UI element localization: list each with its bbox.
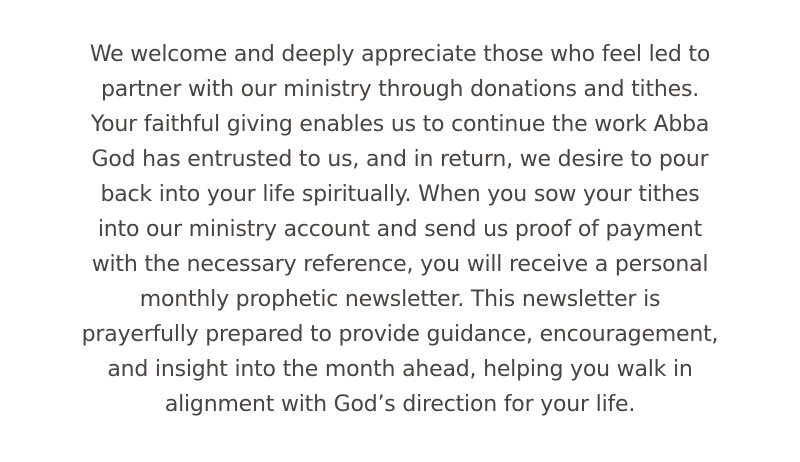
donation-paragraph	[0, 37, 800, 422]
paragraph-line: alignment with God’s direction for your life.	[164, 392, 636, 417]
paragraph-line: God has entrusted to us, and in return, we desire to pour	[91, 147, 709, 172]
paragraph-line: into our ministry account and send us proof of payment	[97, 217, 703, 242]
paragraph-line: partner with our ministry through donations and tithes.	[100, 77, 700, 102]
paragraph-line: We welcome and deeply appreciate those who feel led to	[89, 42, 711, 67]
paragraph-line: and insight into the month ahead, helping you walk in	[107, 357, 693, 382]
paragraph-line: monthly prophetic newsletter. This newsletter is	[139, 287, 661, 312]
paragraph-line: back into your life spiritually. When you sow your tithes	[100, 182, 700, 207]
paragraph-line: Your faithful giving enables us to continue the work Abba	[90, 112, 710, 137]
paragraph-line: with the necessary reference, you will receive a personal	[91, 252, 709, 277]
paragraph-line: prayerfully prepared to provide guidance, encouragement,	[81, 322, 719, 347]
